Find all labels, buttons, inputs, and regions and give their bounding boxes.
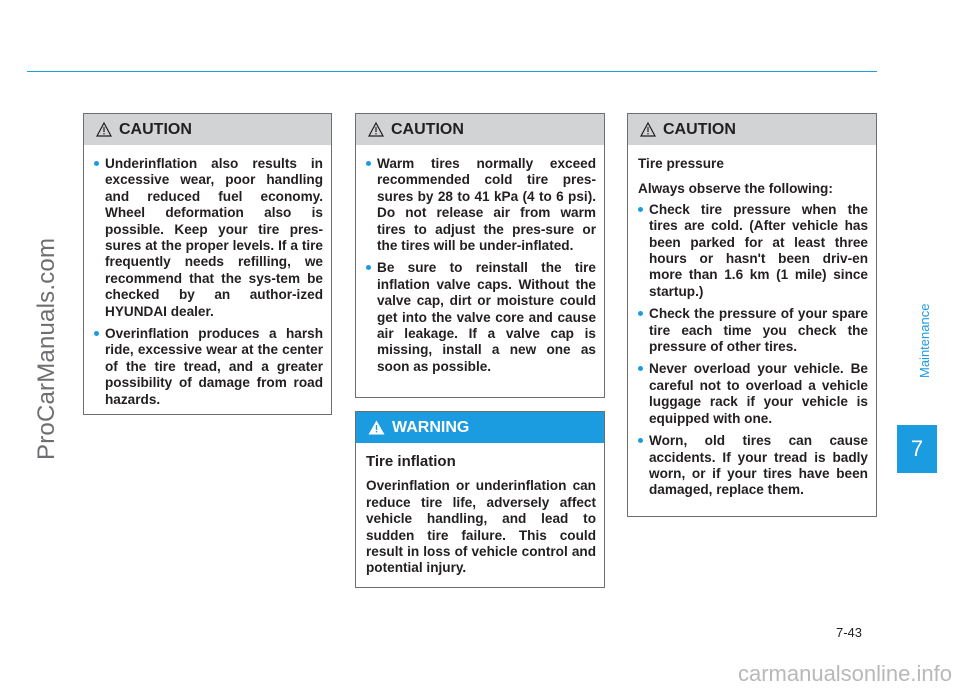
caution-intro: Always observe the following: xyxy=(638,181,833,197)
caution-item: Underinflation also results in excessive wear, poor handling and reduced fuel economy. Wheel deformation also is possible. Keep your tire pres-sures at the proper levels. If a tire frequently needs refilling, we recommend that the sys-tem be checked by an author-ized HYUNDAI dealer. xyxy=(94,156,323,320)
caution-box-tire-pressure xyxy=(627,113,877,517)
side-watermark: ProCarManuals.com xyxy=(33,237,60,460)
caution-item: Worn, old tires can cause accidents. If your tread is badly worn, or if your tires have been damaged, replace them. xyxy=(638,433,868,499)
warning-box-tire-inflation xyxy=(355,411,605,588)
caution-header xyxy=(628,114,876,145)
caution-title: CAUTION xyxy=(663,120,736,138)
caution-item: Warm tires normally exceed recommended cold tire pres-sures by 28 to 41 kPa (4 to 6 psi). Do not release air from warm tires to adjust the pres-sure or the tires will be under-inflated. xyxy=(366,156,596,254)
caution-triangle-icon xyxy=(640,122,656,137)
caution-box-warm-tires xyxy=(355,113,605,398)
top-rule xyxy=(27,71,877,72)
warning-text: Overinflation or underinflation can reduce tire life, adversely affect vehicle handling, and lead to sudden tire failure. This could result in loss of vehicle control and potential injury. xyxy=(366,478,596,576)
section-side-label: Maintenance xyxy=(917,303,932,378)
warning-heading: Tire inflation xyxy=(366,453,456,470)
page-number: 7-43 xyxy=(836,625,863,640)
caution-item: Overinflation produces a harsh ride, excessive wear at the center of the tire tread, and a greater possibility of damage from road hazards. xyxy=(94,326,323,408)
warning-title: WARNING xyxy=(392,418,470,436)
caution-item: Be sure to reinstall the tire inflation valve caps. Without the valve cap, dirt or moisture could get into the valve core and cause air leakage. If a valve cap is missing, install a new one as soon as possible. xyxy=(366,260,596,375)
caution-triangle-icon xyxy=(368,122,384,137)
bottom-watermark: carmanualsonline.info xyxy=(737,661,952,686)
caution-triangle-icon xyxy=(96,122,112,137)
caution-item: Check the pressure of your spare tire each time you check the pressure of other tires. xyxy=(638,306,868,355)
caution-header xyxy=(356,114,604,145)
caution-item: Check tire pressure when the tires are cold. (After vehicle has been parked for at least three hours or hasn't been driv-en more than 1.6 km (1 mile) since startup.) xyxy=(638,202,868,300)
caution-title: CAUTION xyxy=(119,120,192,138)
caution-heading: Tire pressure xyxy=(638,156,724,171)
caution-box-underinflation xyxy=(83,113,332,415)
warning-triangle-icon xyxy=(368,420,385,435)
chapter-tab: 7 xyxy=(897,425,937,473)
caution-item: Never overload your vehicle. Be careful not to overload a vehicle luggage rack if your vehicle is equipped with one. xyxy=(638,361,868,427)
warning-header xyxy=(356,412,604,443)
caution-header xyxy=(84,114,331,145)
caution-title: CAUTION xyxy=(391,120,464,138)
